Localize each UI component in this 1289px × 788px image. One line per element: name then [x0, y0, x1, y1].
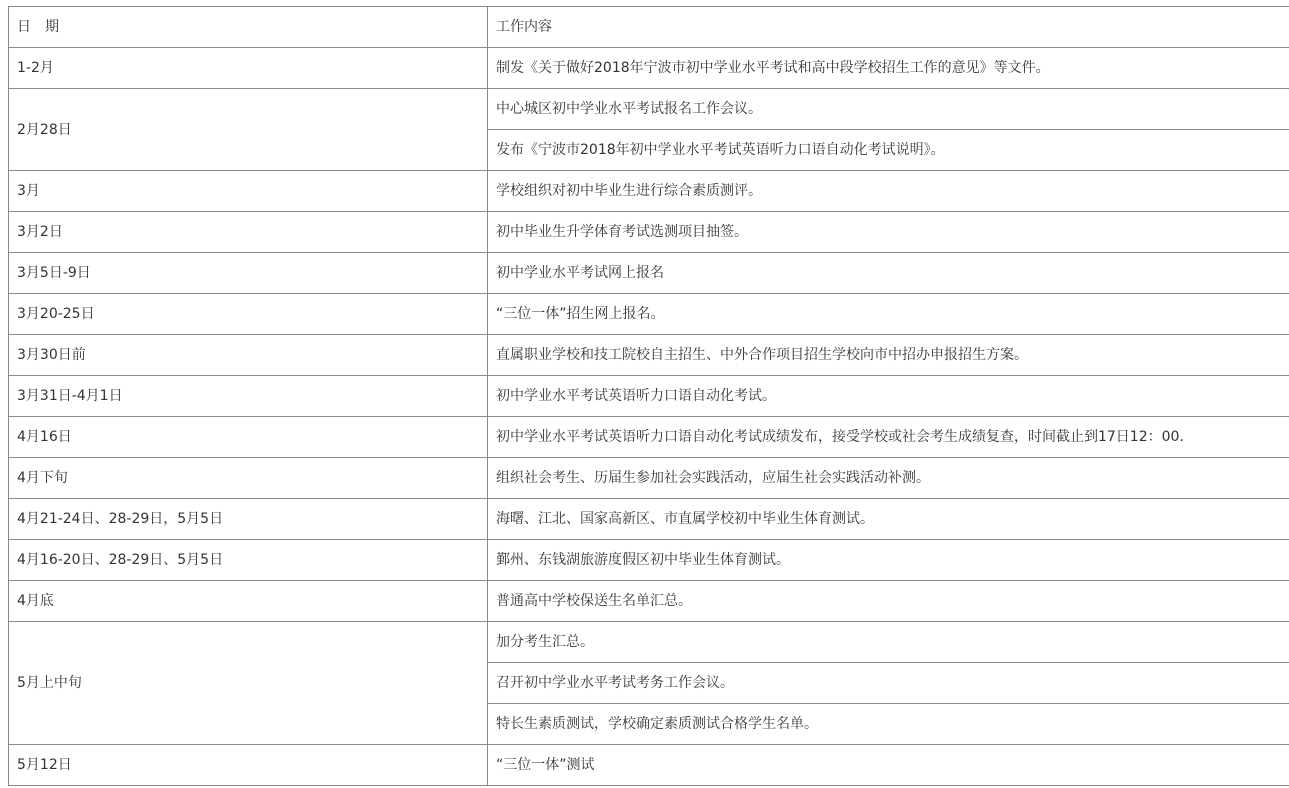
table-header-row — [9, 7, 1289, 48]
table-row — [9, 622, 1289, 663]
table-row — [9, 171, 1289, 212]
row-content: 普通高中学校保送生名单汇总。 — [488, 581, 1289, 622]
table-row — [9, 417, 1289, 458]
table-row — [9, 48, 1289, 89]
row-date: 3月2日 — [9, 212, 488, 253]
row-content: 学校组织对初中毕业生进行综合素质测评。 — [488, 171, 1289, 212]
row-content: 发布《宁波市2018年初中学业水平考试英语听力口语自动化考试说明》。 — [488, 130, 1289, 171]
row-content: 中心城区初中学业水平考试报名工作会议。 — [488, 89, 1289, 130]
row-content: 海曙、江北、国家高新区、市直属学校初中毕业生体育测试。 — [488, 499, 1289, 540]
table-row — [9, 540, 1289, 581]
row-content: 召开初中学业水平考试考务工作会议。 — [488, 663, 1289, 704]
row-date: 1-2月 — [9, 48, 488, 89]
row-date: 4月21-24日、28-29日，5月5日 — [9, 499, 488, 540]
row-content: 加分考生汇总。 — [488, 622, 1289, 663]
row-content: 初中毕业生升学体育考试选测项目抽签。 — [488, 212, 1289, 253]
row-content: 鄞州、东钱湖旅游度假区初中毕业生体育测试。 — [488, 540, 1289, 581]
row-content: 初中学业水平考试网上报名 — [488, 253, 1289, 294]
table-row — [9, 294, 1289, 335]
table-row — [9, 212, 1289, 253]
row-date: 3月30日前 — [9, 335, 488, 376]
row-date: 4月下旬 — [9, 458, 488, 499]
table-row — [9, 499, 1289, 540]
row-content: “三位一体”测试 — [488, 745, 1289, 786]
header-date: 日 期 — [9, 7, 488, 48]
table-row — [9, 335, 1289, 376]
row-content: 初中学业水平考试英语听力口语自动化考试。 — [488, 376, 1289, 417]
table-row — [9, 89, 1289, 130]
row-date: 2月28日 — [9, 89, 488, 171]
row-content: 制发《关于做好2018年宁波市初中学业水平考试和高中段学校招生工作的意见》等文件。 — [488, 48, 1289, 89]
table-row — [9, 458, 1289, 499]
table-row — [9, 376, 1289, 417]
row-content: 组织社会考生、历届生参加社会实践活动，应届生社会实践活动补测。 — [488, 458, 1289, 499]
header-content: 工作内容 — [488, 7, 1289, 48]
schedule-table — [8, 6, 1289, 786]
schedule-table-container — [8, 6, 1289, 788]
row-date: 5月上中旬 — [9, 622, 488, 745]
row-date: 4月16日 — [9, 417, 488, 458]
row-date: 5月12日 — [9, 745, 488, 786]
table-row — [9, 581, 1289, 622]
row-date: 3月5日-9日 — [9, 253, 488, 294]
row-date: 3月31日-4月1日 — [9, 376, 488, 417]
row-date: 4月底 — [9, 581, 488, 622]
row-date: 3月 — [9, 171, 488, 212]
row-date: 3月20-25日 — [9, 294, 488, 335]
row-date: 4月16-20日、28-29日、5月5日 — [9, 540, 488, 581]
table-row — [9, 253, 1289, 294]
row-content: 特长生素质测试，学校确定素质测试合格学生名单。 — [488, 704, 1289, 745]
row-content: “三位一体”招生网上报名。 — [488, 294, 1289, 335]
row-content: 直属职业学校和技工院校自主招生、中外合作项目招生学校向市中招办申报招生方案。 — [488, 335, 1289, 376]
table-row — [9, 745, 1289, 786]
row-content: 初中学业水平考试英语听力口语自动化考试成绩发布，接受学校或社会考生成绩复查，时间截止到17日12：00. — [488, 417, 1289, 458]
